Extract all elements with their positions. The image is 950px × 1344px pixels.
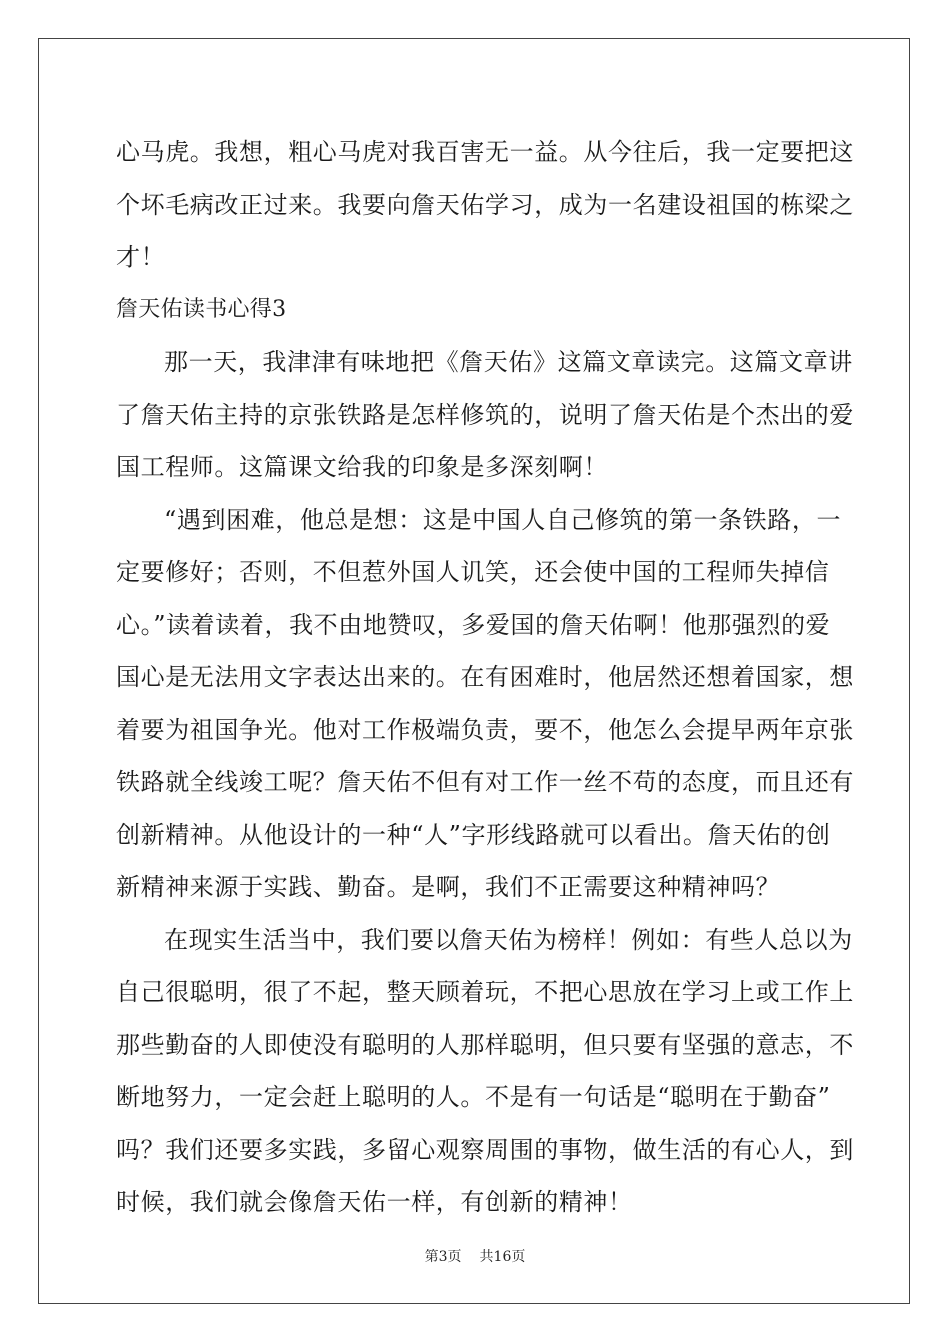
text-line: 心马虎。我想，粗心马虎对我百害无一益。从今往后，我一定要把这 (116, 138, 854, 166)
text-line: 时候，我们就会像詹天佑一样，有创新的精神！ (116, 1188, 633, 1216)
text-line: 铁路就全线竣工呢？詹天佑不但有对工作一丝不苟的态度，而且还有 (116, 768, 854, 796)
page-footer (0, 1246, 950, 1266)
page-total: 共16页 (479, 1249, 526, 1265)
section-title: 詹天佑读书心得3 (116, 296, 287, 322)
text-line: 创新精神。从他设计的一种“人”字形线路就可以看出。詹天佑的创 (116, 820, 831, 849)
paragraph-2 (116, 494, 854, 914)
text-line: 国工程师。这篇课文给我的印象是多深刻啊！ (116, 453, 608, 481)
text-line: 了詹天佑主持的京张铁路是怎样修筑的，说明了詹天佑是个杰出的爱 (116, 400, 854, 429)
text-line: 着要为祖国争光。他对工作极端负责，要不，他怎么会提早两年京张 (116, 715, 854, 744)
text-line: 定要修好；否则，不但惹外国人讥笑，还会使中国的工程师失掉信 (116, 558, 830, 586)
text-line: 那些勤奋的人即使没有聪明的人那样聪明，但只要有坚强的意志，不 (116, 1030, 854, 1059)
text-line: 新精神来源于实践、勤奋。是啊，我们不正需要这种精神吗？ (116, 873, 781, 901)
text-line: 才！ (116, 243, 166, 271)
page-number: 第3页 (424, 1249, 462, 1265)
text-line: “遇到困难，他总是想：这是中国人自己修筑的第一条铁路，一 (164, 505, 842, 534)
paragraph-continuation (116, 126, 854, 284)
text-line: 吗？我们还要多实践，多留心观察周围的事物，做生活的有心人，到 (116, 1135, 854, 1164)
text-line: 自己很聪明，很了不起，整天顾着玩，不把心思放在学习上或工作上 (116, 978, 854, 1006)
text-line: 心。”读着读着，我不由地赞叹，多爱国的詹天佑啊！他那强烈的爱 (116, 610, 831, 639)
paragraph-3 (116, 914, 854, 1229)
document-body (116, 126, 854, 1229)
paragraph-1 (116, 336, 854, 494)
text-line: 个坏毛病改正过来。我要向詹天佑学习，成为一名建设祖国的栋梁之 (116, 190, 854, 219)
text-line: 国心是无法用文字表达出来的。在有困难时，他居然还想着国家，想 (116, 663, 854, 691)
text-line: 在现实生活当中，我们要以詹天佑为榜样！例如：有些人总以为 (164, 925, 853, 954)
text-line: 那一天，我津津有味地把《詹天佑》这篇文章读完。这篇文章讲 (164, 348, 853, 376)
text-line: 断地努力，一定会赶上聪明的人。不是有一句话是“聪明在于勤奋” (116, 1083, 831, 1111)
